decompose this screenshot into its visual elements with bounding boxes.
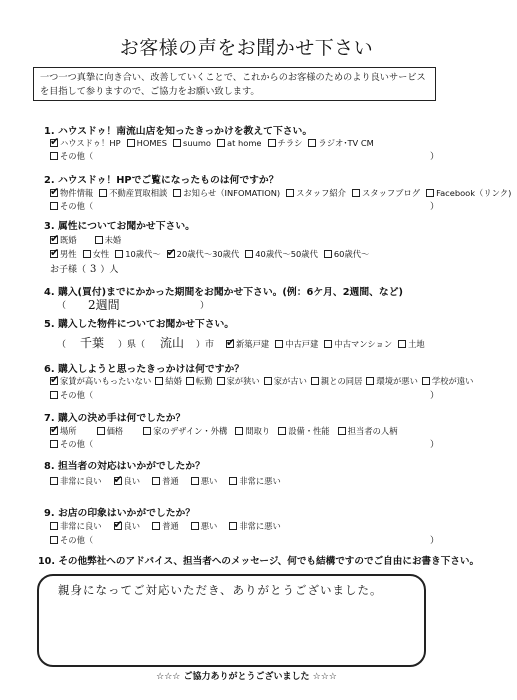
q4-answer[interactable]: 2週間 [88,298,120,312]
checkbox[interactable] [217,139,225,147]
q3-attributes [50,248,375,260]
checkbox[interactable] [50,440,58,448]
q3-attribute-option[interactable]: 10歳代～ [115,248,160,260]
checkbox[interactable] [426,189,434,197]
q1-option[interactable]: suumo [173,138,211,148]
q7-other[interactable]: その他（ [50,438,93,450]
q2-option[interactable]: Facebook（リンク) [426,187,511,199]
checkbox[interactable] [191,522,199,530]
q8-question: 8. 担当者の対応はいかがでしたか？ [44,461,205,472]
q2-option[interactable]: ✔ 物件情報 [50,187,93,199]
q1-option[interactable]: HOMES [127,138,167,148]
page-title: お客様の声をお聞かせ下さい [119,37,374,59]
q5-type-option[interactable]: ✔ 新築戸建 [226,338,269,350]
q6-option[interactable]: 転勤 [186,375,213,387]
q9-other-close: ） [430,536,440,546]
checkbox[interactable] [338,427,346,435]
q5-city-suffix: ）市 [196,340,215,350]
q7-other-close: ） [430,440,440,450]
q6-other[interactable]: その他（ [50,389,93,401]
q6-option[interactable]: 環境が悪い [366,375,418,387]
checkbox[interactable] [127,139,135,147]
q6-option[interactable]: 家が狭い [217,375,260,387]
q10-answer[interactable]: 親身になってご対応いただき、ありがとうございました。 [58,583,383,597]
q3-marital [50,234,127,246]
checkbox[interactable] [50,236,58,244]
checkbox[interactable] [114,522,122,530]
q9-option[interactable]: 非常に悪い [229,520,281,532]
q1-option[interactable]: ラジオ･TV CM [308,137,373,149]
q8-options [50,475,287,487]
checkbox[interactable] [186,377,194,385]
q3-attribute-option[interactable]: 60歳代～ [324,248,369,260]
q7-option[interactable]: 家のデザイン・外構 [143,425,227,437]
checkbox[interactable] [95,236,103,244]
checkbox[interactable] [278,427,286,435]
checkbox[interactable] [152,522,160,530]
q8-option[interactable]: 普通 [152,475,179,487]
q3-children: お子様（ 3 ）人 [50,264,119,275]
q3-attribute-option[interactable]: 40歳代～50歳代 [245,248,318,260]
q6-option[interactable]: ✔ 家賃が高いもったいない [50,375,151,387]
checkbox[interactable] [50,189,58,197]
q2-options [50,187,517,199]
checkbox[interactable] [324,250,332,258]
checkbox[interactable] [217,377,225,385]
q6-option[interactable]: 親との同居 [311,375,363,387]
q8-option[interactable]: 非常に良い [50,475,102,487]
checkbox[interactable] [50,536,58,544]
q9-option[interactable]: ✔ 良い [114,520,141,532]
checkbox[interactable] [226,340,234,348]
q1-other[interactable]: その他（ [50,150,93,162]
q10-question: 10. その他弊社へのアドバイス、担当者へのメッセージ、何でも結構ですのでご自由にお書き下さい。 [38,556,480,567]
q2-question: 2. ハウスドゥ！HPでご覧になったものは何ですか？ [44,175,279,186]
checkbox[interactable] [275,340,283,348]
checkbox[interactable] [191,477,199,485]
checkbox[interactable] [229,477,237,485]
checkbox[interactable] [308,139,316,147]
q5-type-option[interactable]: 中古戸建 [275,338,318,350]
q2-other[interactable]: その他（ [50,200,93,212]
q3-attribute-option[interactable]: 女性 [83,248,110,260]
q7-option[interactable]: 価格 [97,425,124,437]
q1-options [50,137,380,149]
checkbox[interactable] [155,377,163,385]
q5-city[interactable]: 流山 [160,336,185,350]
q4-close-paren: ） [200,301,210,311]
q7-option[interactable]: 設備・性能 [278,425,330,437]
checkbox[interactable] [235,427,243,435]
checkbox[interactable] [114,477,122,485]
checkbox[interactable] [366,377,374,385]
q3-attribute-option[interactable]: ✔ 20歳代～30歳代 [167,248,240,260]
checkbox[interactable] [50,152,58,160]
q5-type-option[interactable]: 土地 [398,338,425,350]
q1-other-close: ） [430,152,440,162]
q9-question: 9. お店の印象はいかがでしたか？ [44,508,196,519]
q3-marital-option[interactable]: ✔ 既婚 [50,234,77,246]
q3-attribute-option[interactable]: ✔ 男性 [50,248,77,260]
q3-question: 3. 属性についてお聞かせ下さい。 [44,221,195,232]
q1-option[interactable]: at home [217,138,262,148]
q7-options [50,425,398,437]
q6-option[interactable]: 学校が遠い [422,375,474,387]
q5-type-option[interactable]: 中古マンション [324,338,392,350]
checkbox[interactable] [173,139,181,147]
checkbox[interactable] [50,477,58,485]
intro-text: 一つ一つ真摯に向き合い、改善していくことで、これからのお客様のためのより良いサービスを目指して参りますので、ご協力をお願い致します。 [33,67,436,101]
checkbox[interactable] [311,377,319,385]
q6-option[interactable]: 結婚 [155,375,182,387]
checkbox[interactable] [50,391,58,399]
q9-option[interactable]: 悪い [191,520,218,532]
q9-option[interactable]: 非常に良い [50,520,102,532]
checkbox[interactable] [50,522,58,530]
q2-other-close: ） [430,202,440,212]
q7-option[interactable]: 間取り [235,425,270,437]
checkbox[interactable] [398,340,406,348]
checkbox[interactable] [264,377,272,385]
checkbox[interactable] [83,250,91,258]
q5-types [226,338,431,350]
checkbox[interactable] [152,477,160,485]
q5-prefecture[interactable]: 千葉 [80,336,105,350]
q4-question: 4. 購入(買付)までにかかった期間をお聞かせ下さい。(例：6ケ月、2週間、など) [44,287,403,298]
checkbox[interactable] [167,250,175,258]
checkbox[interactable] [50,139,58,147]
q7-option[interactable]: 担当者の人柄 [338,425,398,437]
q9-options [50,520,287,532]
q5-question: 5. 購入した物件についてお聞かせ下さい。 [44,319,235,330]
checkbox[interactable] [99,189,107,197]
checkbox[interactable] [97,427,105,435]
q2-option[interactable]: スタッフ紹介 [286,187,346,199]
q8-option[interactable]: 非常に悪い [229,475,281,487]
q3-marital-option[interactable]: 未婚 [95,234,122,246]
q1-option[interactable]: チラシ [268,137,303,149]
children-count[interactable]: 3 [90,264,97,275]
q2-option[interactable]: 不動産買取相談 [99,187,167,199]
q6-options [50,375,473,387]
checkbox[interactable] [143,427,151,435]
q9-option[interactable]: 普通 [152,520,179,532]
checkbox[interactable] [50,202,58,210]
checkbox[interactable] [286,189,294,197]
q7-option[interactable]: ✔ 場所 [50,425,77,437]
checkbox[interactable] [352,189,360,197]
q8-option[interactable]: 悪い [191,475,218,487]
footer-thanks: ☆☆☆ ご協力ありがとうございました ☆☆☆ [156,672,337,682]
q8-option[interactable]: ✔ 良い [114,475,141,487]
q9-other[interactable]: その他（ [50,534,93,546]
q6-question: 6. 購入しようと思ったきっかけは何ですか？ [44,364,245,375]
checkbox[interactable] [50,250,58,258]
checkbox[interactable] [229,522,237,530]
q1-question: 1. ハウスドゥ！南流山店を知ったきっかけを教えて下さい。 [44,126,313,137]
q2-option[interactable]: スタッフブログ [352,187,420,199]
checkbox[interactable] [422,377,430,385]
q6-option[interactable]: 家が古い [264,375,307,387]
q5-open-paren: （ [57,340,67,350]
checkbox[interactable] [50,377,58,385]
checkbox[interactable] [173,189,181,197]
checkbox[interactable] [50,427,58,435]
q1-option[interactable]: ✔ ハウスドゥ！HP [50,137,121,149]
checkbox[interactable] [245,250,253,258]
q4-open-paren: （ [57,301,67,311]
checkbox[interactable] [324,340,332,348]
checkbox[interactable] [115,250,123,258]
checkbox[interactable] [268,139,276,147]
q5-prefecture-suffix: ）県（ [118,340,146,350]
q6-other-close: ） [430,391,440,401]
q7-question: 7. 購入の決め手は何でしたか？ [44,413,186,424]
q2-option[interactable]: お知らせ（INFOMATION) [173,187,280,199]
